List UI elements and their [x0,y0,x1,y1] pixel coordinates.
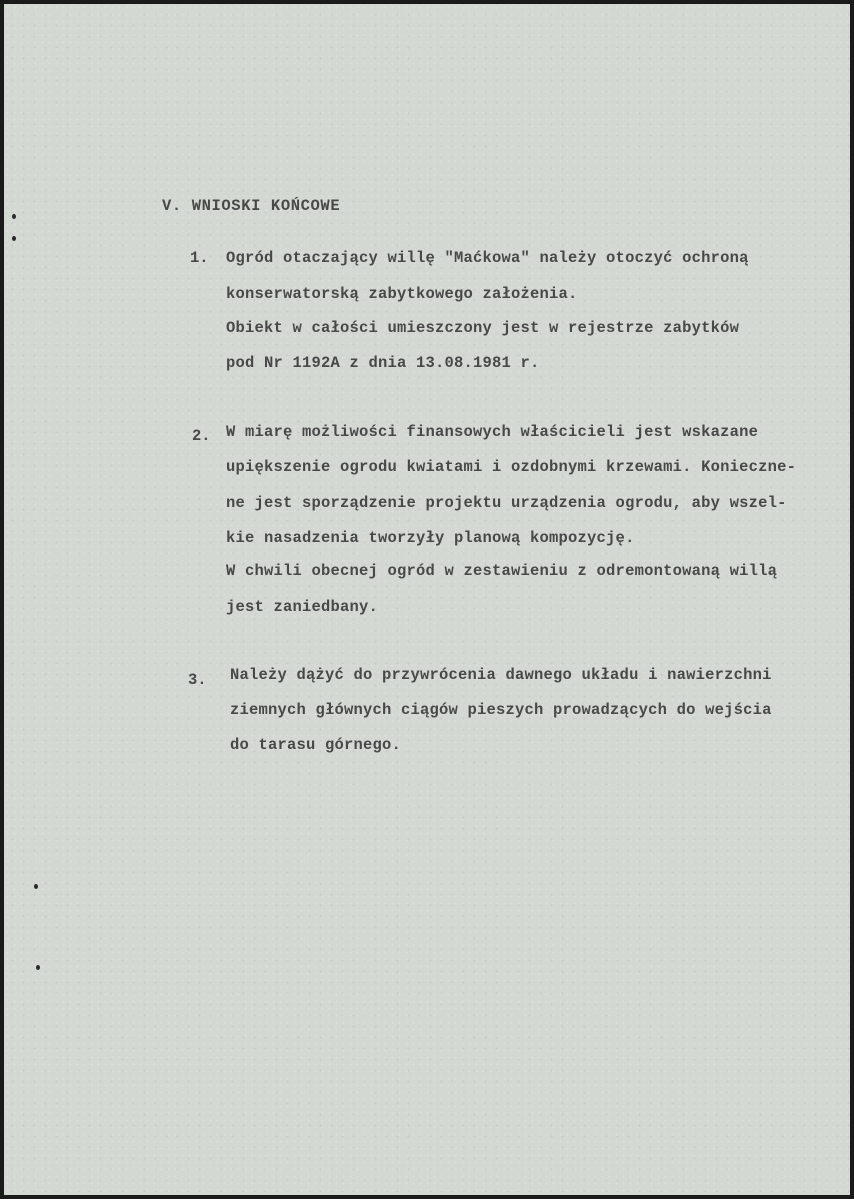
punch-hole-mark [12,236,16,241]
item-line: do tarasu górnego. [230,736,402,754]
document-page [4,4,850,1195]
item-number: 1. [190,249,209,267]
item-line: W miarę możliwości finansowych właścicieli jest wskazane [226,423,759,441]
section-heading: V. WNIOSKI KOŃCOWE [162,197,341,215]
item-line: ziemnych głównych ciągów pieszych prowadzących do wejścia [230,701,772,719]
item-line: kie nasadzenia tworzyły planową kompozycję. [226,529,635,547]
item-line: W chwili obecnej ogród w zestawieniu z odremontowaną willą [226,562,778,580]
item-line: Należy dążyć do przywrócenia dawnego układu i nawierzchni [230,666,772,684]
item-number: 2. [192,427,211,445]
item-line: jest zaniedbany. [226,598,379,616]
item-line: konserwatorską zabytkowego założenia. [226,285,578,303]
item-line: pod Nr 1192A z dnia 13.08.1981 r. [226,354,540,372]
punch-hole-mark [34,884,38,889]
item-line: Obiekt w całości umieszczony jest w rejestrze zabytków [226,319,740,337]
punch-hole-mark [36,965,40,970]
item-number: 3. [188,671,207,689]
punch-hole-mark [12,214,16,219]
item-line: Ogród otaczający willę "Maćkowa" należy otoczyć ochroną [226,249,749,267]
item-line: ne jest sporządzenie projektu urządzenia ogrodu, aby wszel- [226,494,787,512]
item-line: upiększenie ogrodu kwiatami i ozdobnymi krzewami. Konieczne- [226,458,797,476]
